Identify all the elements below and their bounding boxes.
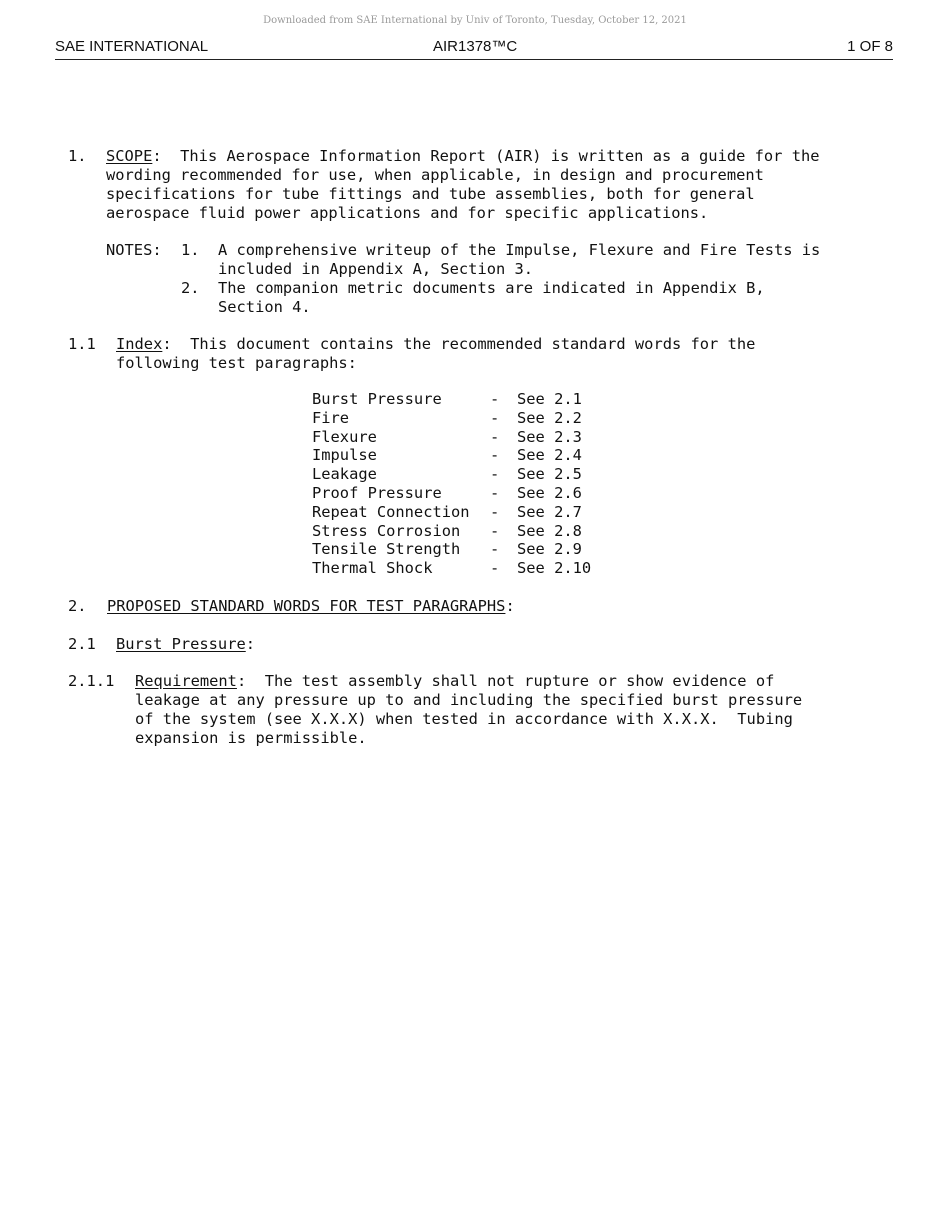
index-lead-text: : This document contains the recommended standard words for the	[162, 335, 756, 353]
index-entry	[312, 428, 591, 447]
entry-label: Burst Pressure	[312, 390, 442, 408]
entry-label: Tensile Strength	[312, 540, 461, 559]
section-2-number: 2.	[68, 597, 87, 615]
index-number: 1.1	[68, 335, 96, 353]
section-2-1-1-lead-text: : The test assembly shall not rupture or show evidence of	[236, 672, 775, 690]
entry-reference: See 2.10	[517, 559, 592, 578]
note-line: included in Appendix A, Section 3.	[218, 260, 534, 278]
section-2-suffix: :	[505, 597, 515, 615]
scope-line: specifications for tube fittings and tube assemblies, both for general	[106, 185, 755, 203]
scope-line: aerospace fluid power applications and for specific applications.	[106, 204, 709, 222]
entry-dash: -	[490, 390, 500, 408]
note-line: Section 4.	[218, 298, 311, 316]
entry-reference: See 2.1	[517, 390, 582, 408]
requirement-line: of the system (see X.X.X) when tested in accordance with X.X.X. Tubing	[135, 710, 793, 728]
entry-reference: See 2.9	[517, 540, 582, 559]
entry-label: Proof Pressure	[312, 483, 442, 502]
note-line: The companion metric documents are indicated in Appendix B,	[218, 279, 765, 297]
section-2-1-suffix: :	[245, 635, 256, 653]
index-entry	[312, 465, 591, 484]
entry-label: Stress Corrosion	[312, 521, 461, 540]
entry-reference: See 2.5	[517, 465, 582, 484]
entry-label: Thermal Shock	[312, 559, 433, 578]
publisher-name: SAE INTERNATIONAL	[55, 38, 209, 55]
index-entry	[312, 390, 591, 409]
entry-reference: See 2.6	[517, 483, 582, 502]
index-entry	[312, 559, 591, 578]
entry-dash: -	[490, 408, 500, 427]
entry-dash: -	[490, 540, 500, 559]
section-2-title-line	[107, 597, 515, 616]
index-entry	[312, 484, 591, 503]
index-heading: Index	[116, 335, 163, 353]
entry-label: Leakage	[312, 465, 377, 484]
index-entry	[312, 409, 591, 428]
section-2-heading: PROPOSED STANDARD WORDS FOR TEST PARAGRAPHS	[107, 597, 506, 615]
section-2-1-heading: Burst Pressure	[116, 635, 246, 653]
index-entry	[312, 503, 591, 522]
entry-label: Fire	[312, 408, 350, 427]
section-2-1-title-line	[116, 635, 255, 654]
entry-reference: See 2.8	[517, 521, 582, 540]
note-line: A comprehensive writeup of the Impulse, Flexure and Fire Tests is	[218, 241, 821, 259]
page-number: 1 OF 8	[847, 38, 893, 55]
entry-reference: See 2.2	[517, 408, 582, 427]
scope-lead-text: : This Aerospace Information Report (AIR) is written as a guide for the	[152, 147, 820, 165]
entry-dash: -	[490, 446, 500, 465]
section-2-1-1-number: 2.1.1	[68, 672, 115, 690]
index-entry	[312, 522, 591, 541]
entry-dash: -	[490, 559, 500, 578]
index-line: following test paragraphs:	[116, 354, 357, 372]
notes-label: NOTES:	[106, 241, 162, 259]
entry-dash: -	[490, 465, 500, 484]
entry-label: Repeat Connection	[312, 502, 470, 521]
page-header	[55, 38, 893, 60]
index-entry	[312, 446, 591, 465]
section-2-1-1-first-line	[135, 672, 774, 691]
note-number: 1.	[181, 241, 200, 259]
entry-dash: -	[490, 521, 500, 540]
note-number: 2.	[181, 279, 200, 297]
scope-number: 1.	[68, 147, 87, 165]
scope-line: wording recommended for use, when applicable, in design and procurement	[106, 166, 764, 184]
scope-first-line	[106, 147, 820, 166]
entry-label: Flexure	[312, 427, 377, 446]
entry-dash: -	[490, 427, 500, 446]
entry-reference: See 2.4	[517, 446, 582, 465]
entry-reference: See 2.7	[517, 502, 582, 521]
index-table	[312, 390, 591, 578]
entry-dash: -	[490, 502, 500, 521]
entry-label: Impulse	[312, 446, 377, 465]
index-first-line	[116, 335, 755, 354]
entry-dash: -	[490, 483, 500, 502]
scope-heading: SCOPE	[106, 147, 153, 165]
requirement-line: leakage at any pressure up to and including the specified burst pressure	[135, 691, 803, 709]
requirement-line: expansion is permissible.	[135, 729, 367, 747]
download-notice: Downloaded from SAE International by Univ of Toronto, Tuesday, October 12, 2021	[263, 15, 687, 26]
entry-reference: See 2.3	[517, 427, 582, 446]
document-number: AIR1378™C	[433, 38, 518, 55]
section-2-1-number: 2.1	[68, 635, 96, 653]
index-entry	[312, 540, 591, 559]
section-2-1-1-heading: Requirement	[135, 672, 237, 690]
